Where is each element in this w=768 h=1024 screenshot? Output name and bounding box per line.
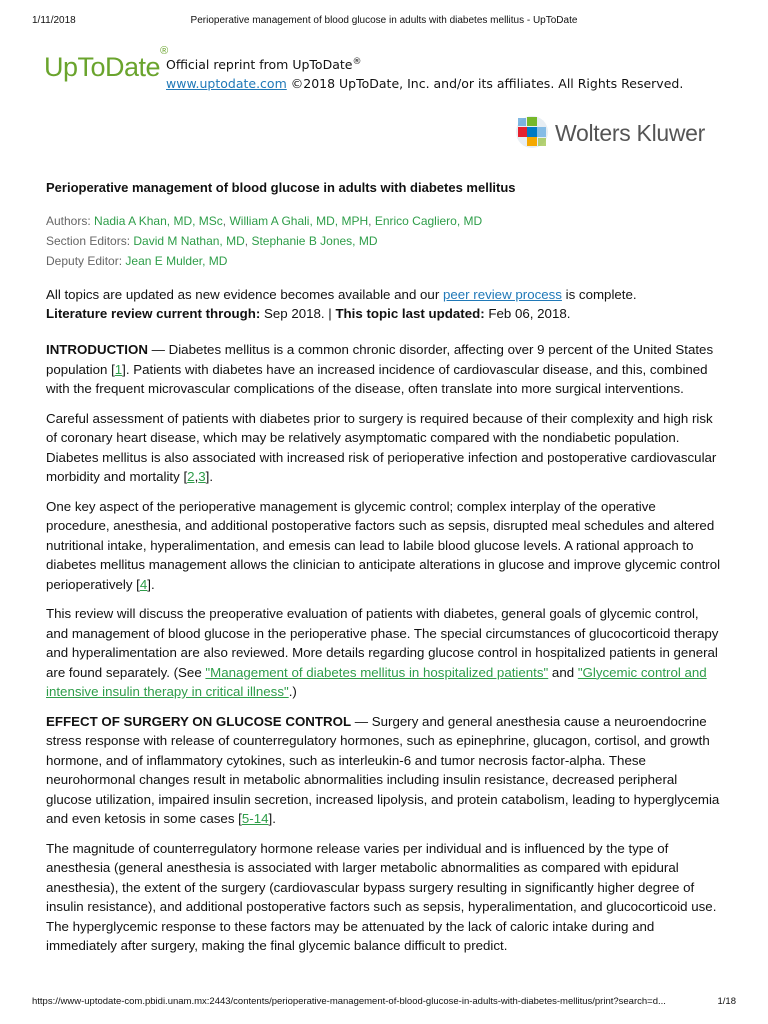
brand-row bbox=[44, 45, 728, 100]
paragraph: This review will discuss the preoperative evaluation of patients with diabetes, general goals of glycemic control, and management of blood glucose in the perioperative phase. The special circumstances of glucocorticoid therapy and hyperalimentation are also reviewed. More details regarding glucose control in hospitalized patients in general are found separately. (See "Management of diabetes mellitus in hospitalized patients" and "Glycemic control and intensive insulin therapy in critical illness".) bbox=[46, 606, 719, 699]
authors-line: Authors: Nadia A Khan, MD, MSc, William A Ghali, MD, MPH, Enrico Cagliero, MD bbox=[46, 214, 483, 228]
article-content bbox=[46, 180, 722, 956]
editor-link[interactable]: David M Nathan, MD bbox=[133, 234, 245, 248]
wolters-kluwer-name: Wolters Kluwer bbox=[555, 120, 706, 146]
paragraph-introduction: INTRODUCTION — Diabetes mellitus is a common chronic disorder, affecting over 9 percent of the United States population [1]. Patients with diabetes have an increased incidence of cardiovascular disease, and this, combined with the frequent microvascular complications of the disease, often translate into more surgical interventions. bbox=[46, 342, 714, 396]
section-editors-line: Section Editors: David M Nathan, MD, Stephanie B Jones, MD bbox=[46, 234, 378, 248]
article-title: Perioperative management of blood glucose in adults with diabetes mellitus bbox=[46, 180, 516, 195]
section-heading: EFFECT OF SURGERY ON GLUCOSE CONTROL bbox=[46, 713, 352, 729]
reference-link[interactable]: 4 bbox=[139, 576, 148, 592]
update-status: All topics are updated as new evidence becomes available and our peer review process is complete. Literature review current through: Sep 2018. | This topic last updated: Feb 06, 2018. bbox=[46, 287, 637, 321]
author-link[interactable]: William A Ghali, MD, MPH bbox=[229, 214, 369, 228]
reference-link[interactable]: 3 bbox=[198, 469, 206, 484]
author-link[interactable]: Enrico Cagliero, MD bbox=[374, 214, 483, 228]
topic-link[interactable]: "Glycemic control and intensive insulin therapy in critical illness" bbox=[46, 664, 707, 699]
section-heading: INTRODUCTION bbox=[46, 342, 148, 357]
deputy-editor-line: Deputy Editor: Jean E Mulder, MD bbox=[46, 254, 228, 268]
print-url: https://www-uptodate-com.pbidi.unam.mx:2443/contents/perioperative-management-of-blood-glucose-in-adults-with-diabetes-mellitus/print?search=d... bbox=[32, 996, 666, 1007]
paragraph: The magnitude of counterregulatory hormone release varies per individual and is influenced by the type of anesthesia (general anesthesia is associated with larger metabolic abnormalities as compared with epidural anesthesia), the extent of the surgery (cardiovascular bypass surgery resulting in significantly higher degree of insulin resistance), and additional postoperative factors such as sepsis, hyperalimentation, and glucocorticoid use. The hyperglycemic response to these factors may be attenuated by the lack of caloric intake during and immediately after surgery, making the final glycemic balance difficult to predict. bbox=[46, 840, 717, 953]
reprint-notice: Official reprint from UpToDate® www.uptodate.com ©2018 UpToDate, Inc. and/or its affiliates. All Rights Reserved. bbox=[166, 57, 684, 92]
article-meta bbox=[46, 211, 722, 271]
uptodate-logo: UpToDate® bbox=[44, 45, 168, 82]
print-footer bbox=[32, 996, 736, 1010]
author-link[interactable]: Nadia A Khan, MD, MSc bbox=[94, 214, 223, 228]
editor-link[interactable]: Stephanie B Jones, MD bbox=[251, 234, 378, 248]
reference-link[interactable]: 2 bbox=[187, 469, 195, 484]
paragraph-effect-of-surgery: EFFECT OF SURGERY ON GLUCOSE CONTROL — Surgery and general anesthesia cause a neuroendocrine stress response with release of counterregulatory hormones, such as epinephrine, glucagon, cortisol, and growth hormone, and of inflammatory cytokines, such as interleukin-6 and tumor necrosis factor-alpha. These neurohormonal changes result in metabolic abnormalities including insulin resistance, decreased peripheral glucose utilization, impaired insulin secretion, increased lipolysis, and protein catabolism, leading to hyperglycemia and even ketosis in some cases [5-14]. bbox=[46, 713, 720, 826]
wolters-kluwer-globe-icon bbox=[515, 115, 549, 149]
paragraph: Careful assessment of patients with diabetes prior to surgery is required because of their complexity and high risk of coronary heart disease, which may be relatively asymptomatic compared with the nondiabetic population. Diabetes mellitus is also associated with increased risk of perioperative infection and postoperative cardiovascular morbidity and mortality [2,3]. bbox=[46, 410, 717, 484]
print-header bbox=[32, 15, 736, 29]
deputy-editor-link[interactable]: Jean E Mulder, MD bbox=[125, 254, 228, 268]
reference-link[interactable]: 5-14 bbox=[241, 811, 269, 826]
page-number: 1/18 bbox=[717, 996, 736, 1007]
peer-review-link[interactable]: peer review process bbox=[442, 287, 562, 302]
copyright-text: ©2018 UpToDate, Inc. and/or its affiliates. All Rights Reserved. bbox=[286, 76, 684, 92]
wolters-kluwer-logo bbox=[515, 115, 715, 151]
print-page-title: Perioperative management of blood glucose in adults with diabetes mellitus - UpToDate bbox=[190, 15, 578, 26]
reference-link[interactable]: 1 bbox=[114, 361, 123, 377]
topic-link[interactable]: "Management of diabetes mellitus in hospitalized patients" bbox=[205, 664, 549, 680]
uptodate-link[interactable]: www.uptodate.com bbox=[166, 76, 287, 92]
paragraph: One key aspect of the perioperative management is glycemic control; complex interplay of the operative procedure, anesthesia, and additional postoperative factors such as sepsis, disrupted meal schedules and altered nutritional intake, hyperalimentation, and emesis can lead to labile blood glucose levels. A rational approach to diabetes mellitus management allows the clinician to anticipate alterations in glucose and improve glycemic control perioperatively [4]. bbox=[46, 498, 721, 592]
print-date: 1/11/2018 bbox=[32, 15, 76, 26]
reprint-line: Official reprint from UpToDate bbox=[166, 57, 353, 73]
